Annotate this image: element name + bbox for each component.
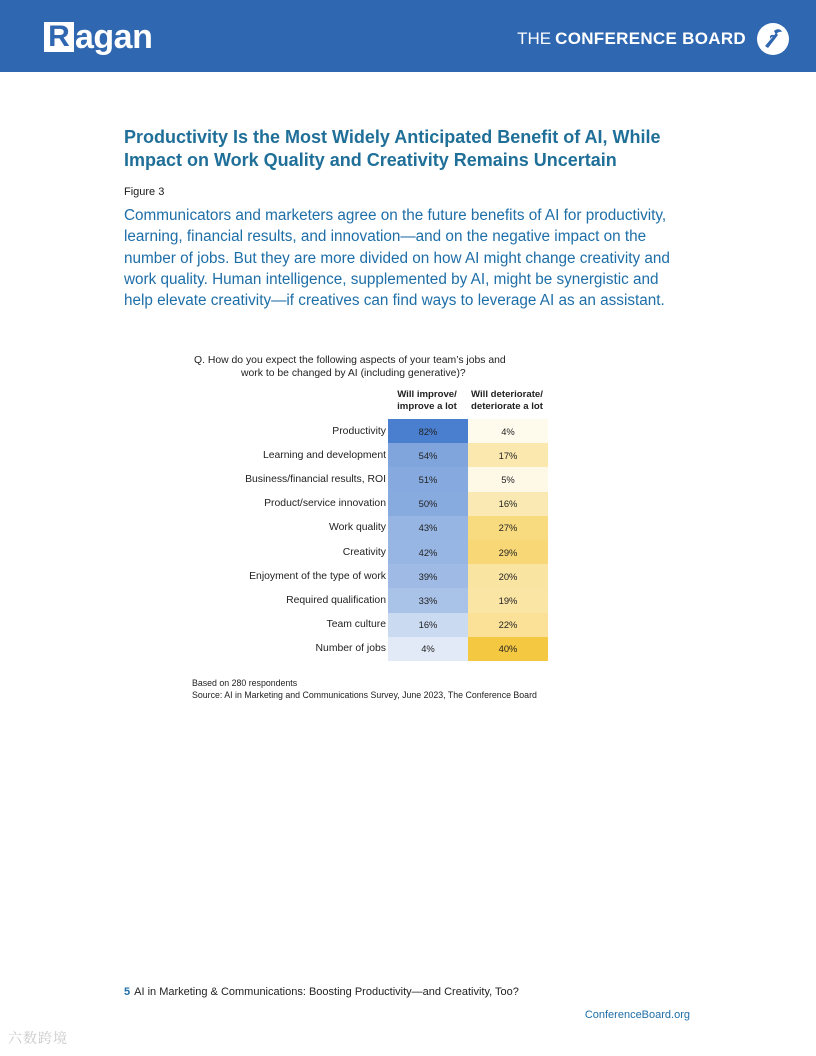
lead-paragraph: Communicators and marketers agree on the future benefits of AI for productivity, learning, financial results, and innovation—and on the negative impact on the number of jobs. But they are more divided on how AI might change creativity and work quality. Human intelligence, supplemented by AI, might be synergistic and help elevate creativity—if creatives can find ways to leverage AI as an assistant.: [124, 207, 670, 310]
row-label: Product/service innovation: [264, 498, 386, 510]
page-footer: [124, 986, 519, 998]
improve-cell: 82%: [388, 419, 468, 443]
header-bar: [0, 0, 816, 72]
torch-icon: [756, 22, 790, 56]
table-row: [190, 492, 550, 516]
survey-heatmap-table: [190, 419, 550, 661]
deteriorate-cell: 40%: [468, 637, 548, 661]
column-header-improve: [386, 389, 468, 413]
row-label: Number of jobs: [315, 643, 386, 655]
row-label: Team culture: [326, 619, 386, 631]
deteriorate-cell: 5%: [468, 467, 548, 491]
row-label: Work quality: [329, 522, 386, 534]
deteriorate-cell: 20%: [468, 564, 548, 588]
deteriorate-cell: 29%: [468, 540, 548, 564]
column-header-improve-line-1: Will improve/: [397, 389, 457, 400]
improve-cell: 39%: [388, 564, 468, 588]
table-row: [190, 613, 550, 637]
watermark: 六数跨境: [8, 1030, 68, 1046]
ragan-logo[interactable]: [44, 14, 152, 60]
tcb-logo-name: CONFERENCE BOARD: [555, 29, 746, 48]
table-row: [190, 467, 550, 491]
table-row: [190, 564, 550, 588]
improve-cell: 50%: [388, 492, 468, 516]
deteriorate-cell: 27%: [468, 516, 548, 540]
chart-notes: [192, 677, 537, 701]
table-row: [190, 516, 550, 540]
column-header-deteriorate-line-1: Will deteriorate/: [471, 389, 543, 400]
survey-question: [194, 354, 564, 380]
column-header-deteriorate-line-2: deteriorate a lot: [471, 401, 543, 412]
table-row: [190, 443, 550, 467]
improve-cell: 42%: [388, 540, 468, 564]
column-header-deteriorate: [466, 389, 548, 413]
improve-cell: 33%: [388, 588, 468, 612]
deteriorate-cell: 16%: [468, 492, 548, 516]
table-row: [190, 540, 550, 564]
footer-doc-title: AI in Marketing & Communications: Boosting Productivity—and Creativity, Too?: [134, 986, 519, 998]
question-line-2: work to be changed by AI (including generative)?: [241, 368, 466, 379]
table-row: [190, 419, 550, 443]
table-row: [190, 588, 550, 612]
conference-board-logo[interactable]: [517, 22, 790, 56]
deteriorate-cell: 4%: [468, 419, 548, 443]
source-note: Source: AI in Marketing and Communications Survey, June 2023, The Conference Board: [192, 690, 537, 700]
column-header-improve-line-2: improve a lot: [397, 401, 457, 412]
improve-cell: 16%: [388, 613, 468, 637]
row-label: Enjoyment of the type of work: [249, 570, 386, 582]
row-label: Business/financial results, ROI: [245, 473, 386, 485]
deteriorate-cell: 19%: [468, 588, 548, 612]
row-label: Creativity: [342, 546, 386, 558]
tcb-logo-prefix: THE: [517, 29, 552, 48]
deteriorate-cell: 17%: [468, 443, 548, 467]
row-label: Learning and development: [262, 449, 386, 461]
ragan-logo-text: agan: [75, 17, 153, 56]
question-line-1: Q. How do you expect the following aspects of your team’s jobs and: [194, 355, 506, 366]
table-row: [190, 637, 550, 661]
improve-cell: 43%: [388, 516, 468, 540]
page-title: Productivity Is the Most Widely Anticipated Benefit of AI, While Impact on Work Quality and Creativity Remains Uncertain: [124, 127, 661, 170]
row-label: Productivity: [332, 425, 386, 437]
respondents-note: Based on 280 respondents: [192, 678, 298, 688]
deteriorate-cell: 22%: [468, 613, 548, 637]
row-label: Required qualification: [286, 594, 386, 606]
improve-cell: 54%: [388, 443, 468, 467]
improve-cell: 51%: [388, 467, 468, 491]
page-number: 5: [124, 986, 131, 998]
figure-label: Figure 3: [124, 186, 165, 198]
footer-url-link[interactable]: ConferenceBoard.org: [584, 1009, 690, 1021]
ragan-logo-initial: R: [44, 22, 74, 52]
improve-cell: 4%: [388, 637, 468, 661]
